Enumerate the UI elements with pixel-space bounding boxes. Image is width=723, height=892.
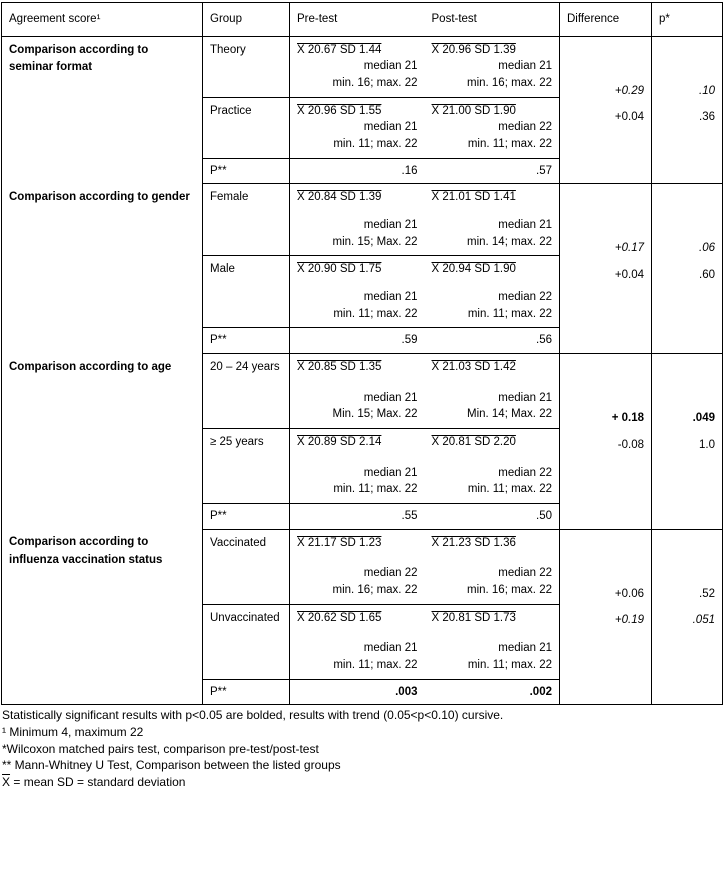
difference-value-2: -0.08	[617, 438, 644, 451]
pretest-median: median 21	[363, 466, 418, 479]
pretest-mean-sd: X 20.85 SD 1.35	[297, 361, 382, 374]
difference-cell	[560, 36, 652, 158]
posttest-minmax: min. 11; max. 22	[467, 483, 552, 496]
p-row-pre-cell	[290, 679, 425, 705]
header-pretest-label: Pre-test	[297, 13, 338, 25]
posttest-median: median 21	[498, 391, 552, 404]
header-p	[652, 3, 723, 37]
pretest-median: median 21	[363, 391, 418, 404]
header-group-label: Group	[210, 13, 242, 25]
group-label: Male	[210, 263, 235, 276]
section-label-age	[2, 354, 203, 530]
p-value-1: .52	[699, 587, 715, 600]
p-row-pre-value: .16	[401, 164, 418, 177]
group-cell	[203, 354, 290, 429]
pretest-median: median 21	[363, 121, 418, 134]
footnote-minimum-maximum: ¹ Minimum 4, maximum 22	[2, 725, 144, 740]
posttest-cell	[425, 529, 560, 604]
posttest-minmax: min. 16; max. 22	[466, 584, 552, 597]
section-label-text: Comparison according to gender	[9, 190, 190, 203]
pretest-median: median 21	[363, 219, 418, 232]
pretest-mean-sd: X 21.17 SD 1.23	[297, 536, 382, 549]
pretest-mean-sd: X 20.84 SD 1.39	[297, 191, 382, 204]
table-row	[2, 36, 723, 97]
p-row-pre-value: .003	[395, 685, 418, 698]
posttest-median: median 21	[498, 60, 552, 73]
p-row-diff-blank	[560, 328, 652, 354]
group-label: ≥ 25 years	[210, 436, 264, 449]
pretest-mean-sd: X 20.67 SD 1.44	[297, 43, 382, 56]
pretest-mean-sd: X 20.96 SD 1.55	[297, 104, 382, 117]
group-label: Unvaccinated	[210, 611, 280, 624]
difference-value-1: +0.29	[614, 84, 644, 97]
p-row-label-cell	[203, 504, 290, 530]
p-row-pre-value: .59	[401, 334, 418, 347]
group-label: Theory	[210, 43, 246, 56]
group-cell	[203, 36, 290, 97]
p-value-1: .10	[699, 84, 715, 97]
p-row-post-cell	[425, 328, 560, 354]
p-row-label-cell	[203, 679, 290, 705]
p-row-post-cell	[425, 679, 560, 705]
posttest-cell	[425, 184, 560, 256]
p-row-post-value: .56	[536, 334, 552, 347]
pretest-median: median 21	[363, 291, 418, 304]
difference-value-2: +0.04	[614, 269, 644, 282]
posttest-mean-sd: X 20.81 SD 2.20	[431, 436, 516, 449]
difference-value-1: +0.17	[614, 242, 644, 255]
p-row-diff-blank	[560, 158, 652, 184]
posttest-cell	[425, 256, 560, 328]
section-label-text: Comparison according to seminar format	[9, 43, 149, 73]
pretest-minmax: Min. 15; Max. 22	[332, 408, 418, 421]
p-value-2: 1.0	[699, 438, 715, 451]
group-cell	[203, 529, 290, 604]
pretest-cell	[290, 429, 425, 504]
pretest-cell	[290, 36, 425, 97]
pretest-cell	[290, 354, 425, 429]
table-row	[2, 354, 723, 429]
posttest-mean-sd: X 20.94 SD 1.90	[431, 263, 516, 276]
posttest-median: median 22	[498, 291, 552, 304]
header-p-label: p*	[659, 13, 670, 25]
pretest-minmax: min. 11; max. 22	[333, 483, 418, 496]
section-label-vaccination-status	[2, 529, 203, 705]
pretest-minmax: min. 16; max. 22	[332, 77, 418, 90]
pretest-cell	[290, 604, 425, 679]
p-row-pre-cell	[290, 504, 425, 530]
difference-value-2: +0.19	[614, 614, 644, 627]
posttest-mean-sd: X 21.00 SD 1.90	[431, 104, 516, 117]
p-row-post-cell	[425, 504, 560, 530]
group-label: Vaccinated	[210, 536, 267, 549]
p-row-post-value: .002	[529, 685, 552, 698]
group-label: Female	[210, 191, 249, 204]
posttest-median: median 22	[498, 121, 552, 134]
p-row-label-cell	[203, 158, 290, 184]
pretest-cell	[290, 97, 425, 158]
posttest-mean-sd: X 21.03 SD 1.42	[431, 361, 516, 374]
pretest-median: median 21	[363, 60, 418, 73]
p-row-diff-blank	[560, 679, 652, 705]
pretest-minmax: min. 11; max. 22	[333, 307, 418, 320]
p-cell	[652, 36, 723, 158]
posttest-minmax: min. 16; max. 22	[466, 77, 552, 90]
p-cell	[652, 529, 723, 679]
posttest-cell	[425, 429, 560, 504]
p-row-pre-cell	[290, 158, 425, 184]
p-row-post-value: .50	[536, 510, 552, 523]
pretest-cell	[290, 256, 425, 328]
posttest-mean-sd: X 21.01 SD 1.41	[431, 191, 516, 204]
footnote-significance: Statistically significant results with p<0.05 are bolded, results with trend (0.05<p<0.10) cursive.	[2, 708, 504, 723]
posttest-mean-sd: X 20.96 SD 1.39	[431, 43, 516, 56]
table-header-row	[2, 3, 723, 37]
posttest-minmax: min. 11; max. 22	[467, 659, 552, 672]
posttest-median: median 22	[498, 567, 552, 580]
table-row	[2, 184, 723, 256]
footnote-mean-sd: $\overline{X}$ = mean SD = standard deviation	[2, 774, 186, 789]
posttest-mean-sd: X 20.81 SD 1.73	[431, 611, 516, 624]
posttest-mean-sd: X 21.23 SD 1.36	[431, 536, 516, 549]
pretest-cell	[290, 529, 425, 604]
difference-cell	[560, 184, 652, 328]
header-agreement-score	[2, 3, 203, 37]
pretest-mean-sd: X 20.90 SD 1.75	[297, 263, 382, 276]
pretest-minmax: min. 16; max. 22	[332, 584, 418, 597]
p-cell	[652, 354, 723, 504]
pretest-median: median 21	[363, 642, 418, 655]
header-agreement-score-label: Agreement score¹	[9, 13, 101, 25]
pretest-cell	[290, 184, 425, 256]
posttest-minmax: min. 14; max. 22	[466, 235, 552, 248]
group-label: Practice	[210, 104, 252, 117]
posttest-cell	[425, 97, 560, 158]
table-page	[0, 2, 723, 892]
difference-value-2: +0.04	[614, 111, 644, 124]
p-row-p-blank	[652, 158, 723, 184]
footnotes	[2, 707, 723, 790]
p-row-post-cell	[425, 158, 560, 184]
section-label-seminar-format	[2, 36, 203, 184]
posttest-minmax: Min. 14; Max. 22	[466, 408, 552, 421]
header-posttest-label: Post-test	[431, 13, 477, 25]
group-label: 20 – 24 years	[210, 361, 280, 374]
p-value-2: .60	[699, 269, 715, 282]
header-posttest	[425, 3, 560, 37]
header-pretest	[290, 3, 425, 37]
p-value-2: .051	[692, 614, 715, 627]
difference-value-1: + 0.18	[611, 412, 644, 425]
p-value-1: .06	[699, 242, 715, 255]
p-row-label-cell	[203, 328, 290, 354]
posttest-cell	[425, 354, 560, 429]
pretest-minmax: min. 11; max. 22	[333, 138, 418, 151]
p-row-pre-value: .55	[401, 510, 418, 523]
group-cell	[203, 97, 290, 158]
p-row-label: P**	[210, 510, 227, 523]
section-label-text: Comparison according to influenza vaccination status	[9, 536, 163, 566]
header-difference	[560, 3, 652, 37]
difference-cell	[560, 354, 652, 504]
difference-value-1: +0.06	[614, 587, 644, 600]
section-label-text: Comparison according to age	[9, 360, 172, 373]
difference-cell	[560, 529, 652, 679]
p-row-label: P**	[210, 685, 227, 698]
p-cell	[652, 184, 723, 328]
group-cell	[203, 256, 290, 328]
posttest-minmax: min. 11; max. 22	[467, 138, 552, 151]
posttest-median: median 22	[498, 466, 552, 479]
p-row-label: P**	[210, 164, 227, 177]
footnote-mann-whitney: ** Mann-Whitney U Test, Comparison between the listed groups	[2, 758, 341, 773]
p-row-p-blank	[652, 679, 723, 705]
p-row-p-blank	[652, 504, 723, 530]
posttest-cell	[425, 36, 560, 97]
p-row-label: P**	[210, 334, 227, 347]
header-group	[203, 3, 290, 37]
p-row-post-value: .57	[536, 164, 552, 177]
p-row-pre-cell	[290, 328, 425, 354]
p-value-2: .36	[699, 111, 715, 124]
pretest-median: median 22	[363, 567, 418, 580]
p-value-1: .049	[692, 412, 715, 425]
posttest-median: median 21	[498, 219, 552, 232]
p-row-diff-blank	[560, 504, 652, 530]
agreement-score-table	[1, 2, 723, 705]
pretest-mean-sd: X 20.62 SD 1.65	[297, 611, 382, 624]
posttest-minmax: min. 11; max. 22	[467, 307, 552, 320]
pretest-minmax: min. 11; max. 22	[333, 659, 418, 672]
group-cell	[203, 604, 290, 679]
posttest-median: median 21	[498, 642, 552, 655]
header-difference-label: Difference	[567, 13, 620, 25]
footnote-wilcoxon: *Wilcoxon matched pairs test, comparison pre-test/post-test	[2, 741, 319, 756]
table-row	[2, 529, 723, 604]
pretest-minmax: min. 15; Max. 22	[332, 235, 418, 248]
group-cell	[203, 429, 290, 504]
pretest-mean-sd: X 20.89 SD 2.14	[297, 436, 382, 449]
section-label-gender	[2, 184, 203, 354]
group-cell	[203, 184, 290, 256]
posttest-cell	[425, 604, 560, 679]
p-row-p-blank	[652, 328, 723, 354]
